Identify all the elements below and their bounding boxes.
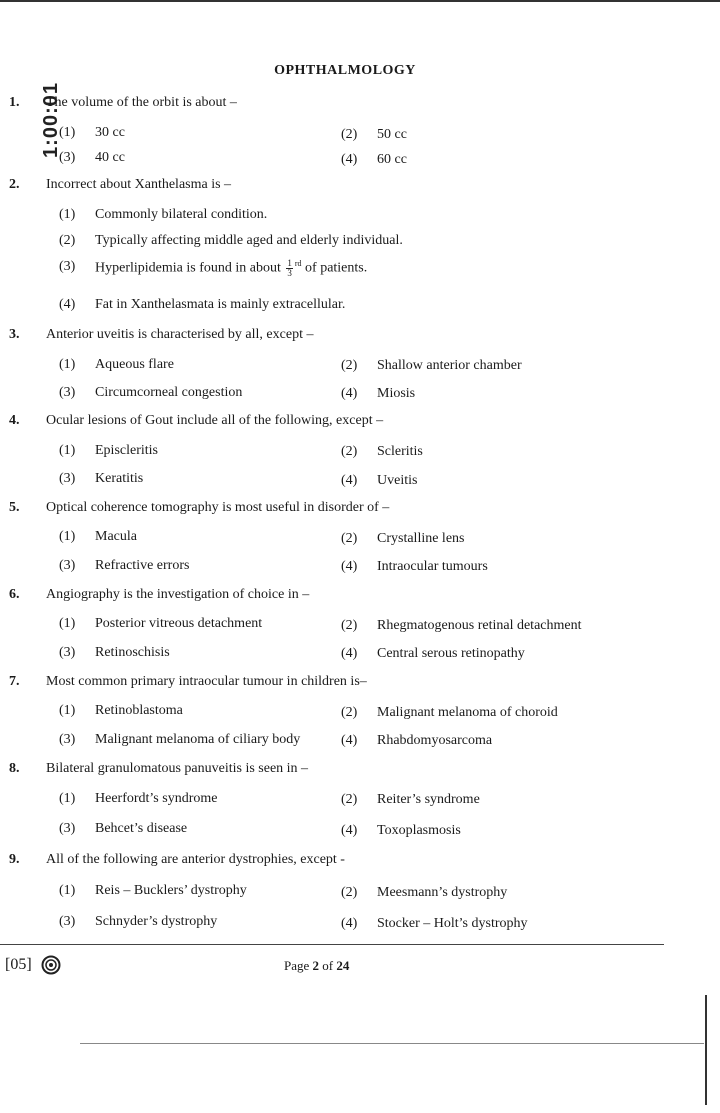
option-text: Posterior vitreous detachment <box>95 616 263 631</box>
option-number: (3) <box>59 385 76 400</box>
option-text: Keratitis <box>95 471 144 486</box>
option-number: (3) <box>59 259 76 274</box>
option-number: (3) <box>59 732 76 747</box>
top-edge-line <box>0 0 720 2</box>
option-text: Heerfordt’s syndrome <box>95 791 218 806</box>
option-text: Intraocular tumours <box>377 559 488 574</box>
question-text: All of the following are anterior dystrophies, except - <box>46 852 345 867</box>
option-text: Commonly bilateral condition. <box>95 207 268 222</box>
option-number: (4) <box>341 916 358 931</box>
question-number: 9. <box>9 852 20 867</box>
option-number: (4) <box>59 297 76 312</box>
option-text: Meesmann’s dystrophy <box>377 885 508 900</box>
option-number: (4) <box>341 823 358 838</box>
page-prefix: Page <box>284 958 313 973</box>
option-number: (2) <box>341 618 358 633</box>
page-current: 2 <box>312 958 320 973</box>
option-number: (1) <box>59 207 76 222</box>
option-text: Shallow anterior chamber <box>377 358 522 373</box>
question-text: The volume of the orbit is about – <box>46 95 237 110</box>
option-number: (1) <box>59 125 76 140</box>
fraction-denominator: 3 <box>287 268 292 278</box>
option-text: Circumcorneal congestion <box>95 385 243 400</box>
option-number: (1) <box>59 616 76 631</box>
page-mid: of <box>319 958 337 973</box>
question-number: 3. <box>9 327 20 342</box>
option-number: (3) <box>59 150 76 165</box>
question-number: 4. <box>9 413 20 428</box>
question-number: 6. <box>9 587 20 602</box>
fraction-suffix: rd <box>294 259 302 269</box>
page-title: OPHTHALMOLOGY <box>274 63 416 78</box>
option-text: Central serous retinopathy <box>377 646 525 661</box>
option-text <box>95 259 367 278</box>
seal-icon <box>41 955 61 975</box>
option-text: Fat in Xanthelasmata is mainly extracellular. <box>95 297 346 312</box>
option-number: (4) <box>341 733 358 748</box>
option-text: 50 cc <box>377 127 407 142</box>
question-text: Most common primary intraocular tumour in children is– <box>46 674 367 689</box>
option-text: Scleritis <box>377 444 423 459</box>
option-text: Rhegmatogenous retinal detachment <box>377 618 582 633</box>
option-text: Toxoplasmosis <box>377 823 461 838</box>
option-number: (1) <box>59 357 76 372</box>
option-text: Crystalline lens <box>377 531 465 546</box>
fraction-numerator: 1 <box>287 258 292 268</box>
option-text: Typically affecting middle aged and elderly individual. <box>95 233 403 248</box>
question-number: 5. <box>9 500 20 515</box>
option-text: Aqueous flare <box>95 357 174 372</box>
option-text-post: of patients. <box>305 260 368 276</box>
question-text: Angiography is the investigation of choice in – <box>46 587 310 602</box>
question-number: 1. <box>9 95 20 110</box>
option-number: (3) <box>59 471 76 486</box>
question-text: Incorrect about Xanthelasma is – <box>46 177 232 192</box>
option-number: (4) <box>341 386 358 401</box>
page-number <box>284 958 349 974</box>
option-text: 40 cc <box>95 150 125 165</box>
option-text: Macula <box>95 529 137 544</box>
option-number: (3) <box>59 914 76 929</box>
option-number: (4) <box>341 473 358 488</box>
option-number: (2) <box>341 885 358 900</box>
option-number: (1) <box>59 443 76 458</box>
booklet-code: [05] <box>5 956 32 973</box>
option-number: (2) <box>341 127 358 142</box>
option-number: (2) <box>341 792 358 807</box>
option-text: Schnyder’s dystrophy <box>95 914 218 929</box>
option-text: Retinoblastoma <box>95 703 183 718</box>
option-text: Retinoschisis <box>95 645 170 660</box>
option-number: (2) <box>341 444 358 459</box>
option-number: (3) <box>59 645 76 660</box>
right-edge-line <box>705 995 707 1105</box>
option-text-pre: Hyperlipidemia is found in about <box>95 260 281 276</box>
option-number: (4) <box>341 152 358 167</box>
option-number: (1) <box>59 791 76 806</box>
question-text: Ocular lesions of Gout include all of the following, except – <box>46 413 384 428</box>
option-text: Malignant melanoma of choroid <box>377 705 558 720</box>
option-text: 60 cc <box>377 152 407 167</box>
option-number: (1) <box>59 883 76 898</box>
option-number: (2) <box>341 705 358 720</box>
option-text: Rhabdomyosarcoma <box>377 733 493 748</box>
option-text: Refractive errors <box>95 558 190 573</box>
option-text: Miosis <box>377 386 416 401</box>
option-number: (1) <box>59 703 76 718</box>
bottom-edge-line <box>80 1043 704 1044</box>
option-number: (4) <box>341 559 358 574</box>
option-text: Stocker – Holt’s dystrophy <box>377 916 528 931</box>
option-text: Reis – Bucklers’ dystrophy <box>95 883 247 898</box>
option-text: Behcet’s disease <box>95 821 188 836</box>
option-number: (3) <box>59 821 76 836</box>
fraction <box>286 259 293 278</box>
time-stamp: 1:00:01 <box>40 82 62 158</box>
option-number: (2) <box>341 531 358 546</box>
option-number: (2) <box>341 358 358 373</box>
question-number: 2. <box>9 177 20 192</box>
question-text: Anterior uveitis is characterised by all, except – <box>46 327 314 342</box>
question-number: 8. <box>9 761 20 776</box>
option-text: Malignant melanoma of ciliary body <box>95 732 301 747</box>
footer-rule <box>0 944 664 945</box>
option-text: Reiter’s syndrome <box>377 792 480 807</box>
question-text: Bilateral granulomatous panuveitis is seen in – <box>46 761 309 776</box>
option-text: Episcleritis <box>95 443 158 458</box>
page-total: 24 <box>336 958 350 973</box>
option-number: (1) <box>59 529 76 544</box>
option-text: Uveitis <box>377 473 418 488</box>
option-number: (2) <box>59 233 76 248</box>
option-number: (3) <box>59 558 76 573</box>
option-text: 30 cc <box>95 125 125 140</box>
question-number: 7. <box>9 674 20 689</box>
question-text: Optical coherence tomography is most useful in disorder of – <box>46 500 390 515</box>
option-number: (4) <box>341 646 358 661</box>
